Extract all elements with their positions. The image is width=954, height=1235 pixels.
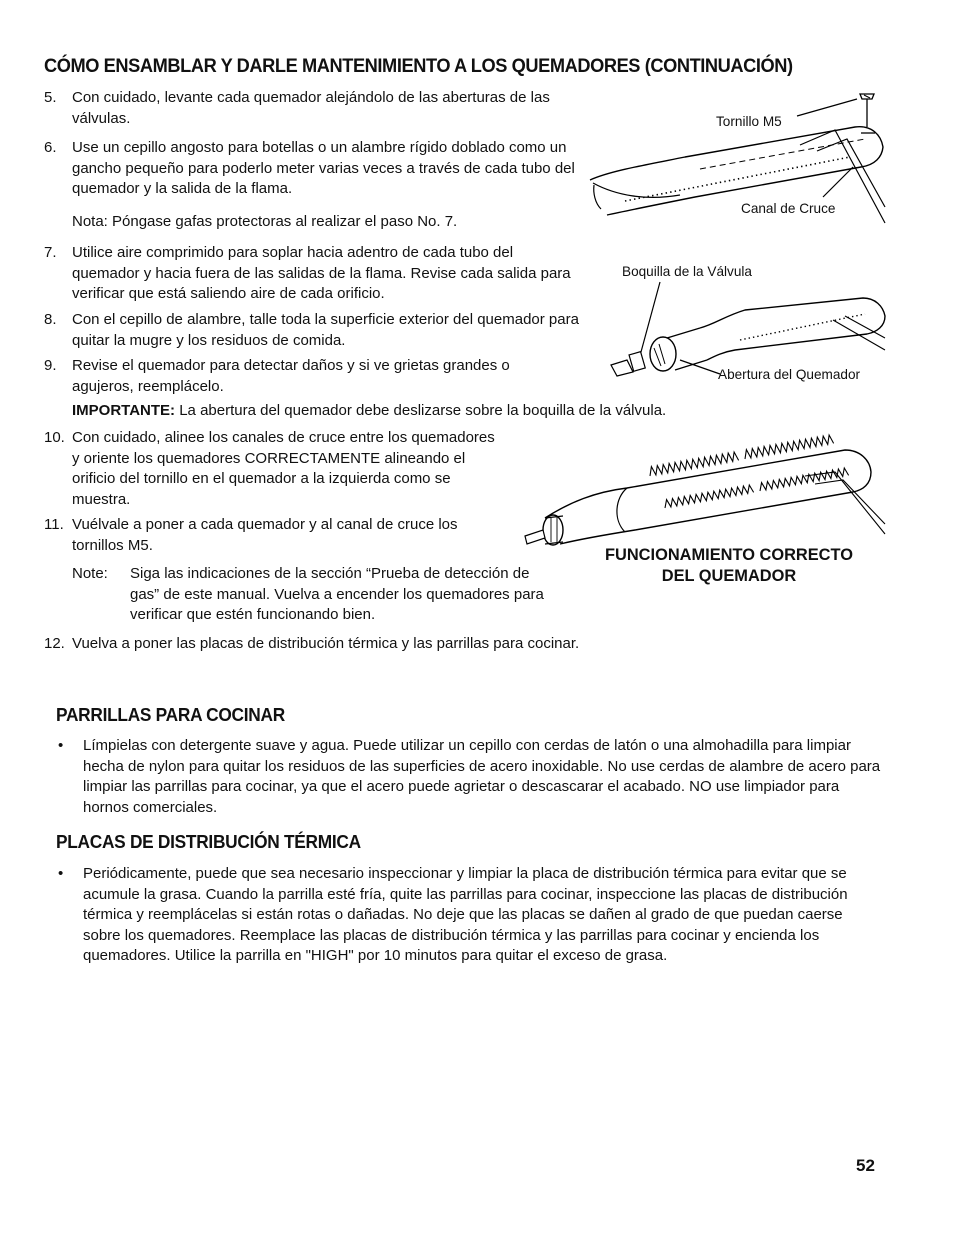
step-text: Utilice aire comprimido para soplar hacia adentro de cada tubo del quemador y hacia fuera de las salidas de la flama. Revise cada salida para verificar que está saliendo aire de cada orificio. <box>72 244 571 302</box>
label-valve-nozzle: Boquilla de la Válvula <box>622 264 752 279</box>
label-burner-opening: Abertura del Quemador <box>718 367 861 382</box>
label-screw-m5: Tornillo M5 <box>716 114 782 129</box>
step-text: Vuelva a poner las placas de distribución térmica y las parrillas para cocinar. <box>72 635 580 652</box>
step-text: Use un cepillo angosto para botellas o un alambre rígido doblado como un gancho pequeño para poderlo meter varias veces a través de cada tubo del quemador y la salida de la flama. <box>72 139 575 197</box>
bullet-dot: • <box>58 737 64 754</box>
step-number: 7. <box>44 244 57 261</box>
note-label: Note: <box>72 565 108 582</box>
step-text: Con el cepillo de alambre, talle toda la superficie exterior del quemador para quitar la mugre y los residuos de comida. <box>72 311 579 349</box>
figure-caption <box>578 545 880 587</box>
step-number: 11. <box>44 516 64 533</box>
burner-operation-figure <box>515 432 890 547</box>
caption-line-1: FUNCIONAMIENTO CORRECTO <box>605 546 853 564</box>
important-note <box>72 401 792 422</box>
step-number: 10. <box>44 429 65 446</box>
step-number: 8. <box>44 311 57 328</box>
step-number: 6. <box>44 139 57 156</box>
label-crossover-channel: Canal de Cruce <box>741 201 836 216</box>
caption-line-2: DEL QUEMADOR <box>661 567 797 585</box>
bullet-dot: • <box>58 865 64 882</box>
cooking-grates-text: Límpielas con detergente suave y agua. Puede utilizar un cepillo con cerdas de latón o una almohadilla para limpiar hecha de nylon para quitar los residuos de las superficies de acero inoxidable. No use cerdas de alambre de acero para limpiar las parrillas para cocinar, ya que el acero puede agrietar o descascarar el acabado. NO use limpiador para hornos comerciales. <box>83 737 881 816</box>
page-number: 52 <box>856 1156 875 1175</box>
step-number: 5. <box>44 89 57 106</box>
note-text: Siga las indicaciones de la sección “Prueba de detección de gas” de este manual. Vuelva a encender los quemadores para verificar que estén funcionando bien. <box>130 565 544 623</box>
section-heading-heat-plates: PLACAS DE DISTRIBUCIÓN TÉRMICA <box>56 831 361 852</box>
step-text: Con cuidado, levante cada quemador alejándolo de las aberturas de las válvulas. <box>72 89 550 127</box>
page-title: CÓMO ENSAMBLAR Y DARLE MANTENIMIENTO A LOS QUEMADORES (CONTINUACIÓN) <box>44 55 793 77</box>
burner-crossover-figure <box>585 85 890 225</box>
burner-valve-figure <box>605 280 890 380</box>
step-text: Con cuidado, alinee los canales de cruce entre los quemadores y oriente los quemadores CORRECTAMENTE alineando el orificio del tornillo en el quemador a la izquierda como se muestra. <box>72 429 495 508</box>
important-label: IMPORTANTE: <box>72 402 176 419</box>
heat-plates-text: Periódicamente, puede que sea necesario inspeccionar y limpiar la placa de distribución térmica para evitar que se acumule la grasa. Cuando la parrilla esté fría, quite las parrillas para cocinar, inspeccione las placas de distribución térmica y reemplácelas si están rotas o dañadas. No deje que las placas se dañen al grado de que puedan caerse sobre los quemadores. Reemplace las placas de distribución térmica y las parrillas para cocinar y encienda los quemadores. Utilice la parrilla en "HIGH" por 10 minutos para quitar el exceso de grasa. <box>83 865 848 964</box>
important-text: La abertura del quemador debe deslizarse sobre la boquilla de la válvula. <box>179 402 667 419</box>
flame-row <box>648 435 848 508</box>
step-text: Vuélvale a poner a cada quemador y al canal de cruce los tornillos M5. <box>72 516 458 554</box>
section-heading-cooking-grates: PARRILLAS PARA COCINAR <box>56 704 285 725</box>
step-number: 12. <box>44 635 65 652</box>
safety-note: Nota: Póngase gafas protectoras al realizar el paso No. 7. <box>72 213 458 230</box>
step-number: 9. <box>44 357 57 374</box>
step-text: Revise el quemador para detectar daños y si ve grietas grandes o agujeros, reemplácelo. <box>72 357 510 395</box>
